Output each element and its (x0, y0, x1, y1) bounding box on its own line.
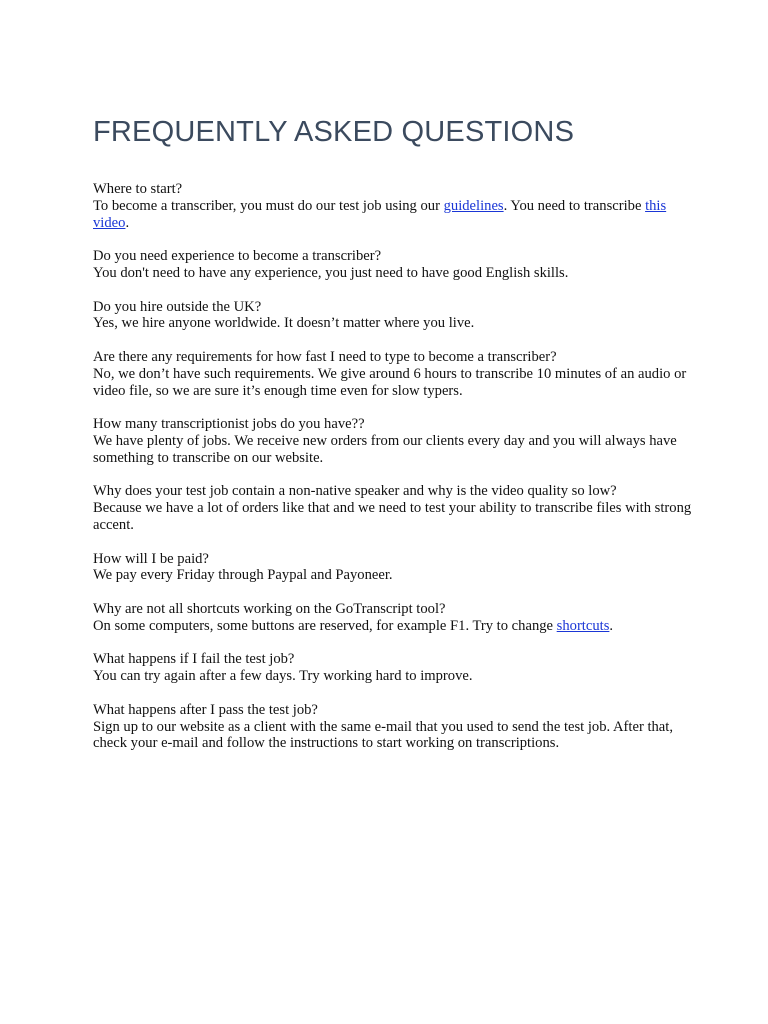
faq-answer: We pay every Friday through Paypal and Payoneer. (93, 567, 393, 584)
faq-question: How many transcriptionist jobs do you have?? (93, 416, 365, 433)
faq-question: Why does your test job contain a non-native speaker and why is the video quality so low? (93, 483, 617, 500)
faq-item-typing-speed (93, 349, 693, 399)
page-title: FREQUENTLY ASKED QUESTIONS (93, 116, 575, 148)
faq-question: What happens if I fail the test job? (93, 651, 295, 668)
faq-item-payment (93, 551, 693, 585)
faq-answer: Because we have a lot of orders like that and we need to test your ability to transcribe files with strong accent. (93, 500, 692, 533)
answer-text: On some computers, some buttons are reserved, for example F1. Try to change (93, 617, 557, 634)
faq-answer: You don't need to have any experience, you just need to have good English skills. (93, 264, 569, 281)
faq-question: Are there any requirements for how fast I need to type to become a transcriber? (93, 348, 557, 365)
answer-text: To become a transcriber, you must do our test job using our (93, 197, 444, 214)
faq-item-test-job-quality (93, 483, 693, 533)
shortcuts-link[interactable]: shortcuts (556, 617, 610, 634)
faq-item-hire-outside-uk (93, 299, 693, 333)
faq-answer (93, 198, 693, 232)
faq-answer: You can try again after a few days. Try working hard to improve. (93, 668, 473, 685)
faq-answer: We have plenty of jobs. We receive new orders from our clients every day and you will always have something to transcribe on our website. (93, 432, 677, 466)
faq-question: What happens after I pass the test job? (93, 701, 318, 718)
faq-question: How will I be paid? (93, 550, 209, 567)
faq-question: Why are not all shortcuts working on the GoTranscript tool? (93, 600, 446, 617)
faq-item-where-to-start (93, 181, 693, 231)
faq-answer (93, 618, 693, 635)
answer-text: . (609, 617, 614, 634)
faq-question: Do you hire outside the UK? (93, 298, 262, 315)
guidelines-link[interactable]: guidelines (443, 197, 504, 214)
faq-item-shortcuts (93, 601, 693, 635)
faq-question: Do you need experience to become a transcriber? (93, 248, 382, 265)
answer-text: . (125, 214, 130, 231)
faq-answer: Yes, we hire anyone worldwide. It doesn’t matter where you live. (93, 315, 475, 332)
faq-item-job-count (93, 416, 693, 466)
faq-list (93, 181, 693, 752)
faq-item-fail-test (93, 651, 693, 685)
faq-item-experience (93, 248, 693, 282)
test-video-link[interactable]: this video (93, 197, 667, 231)
faq-question: Where to start? (93, 181, 183, 197)
answer-text: . You need to transcribe (503, 197, 646, 214)
document-page (93, 113, 693, 769)
faq-answer: Sign up to our website as a client with the same e-mail that you used to send the test job. After that, check your e-mail and follow the instructions to start working on transcriptions. (93, 718, 673, 752)
faq-item-pass-test (93, 702, 693, 752)
faq-answer: No, we don’t have such requirements. We give around 6 hours to transcribe 10 minutes of an audio or video file, so we are sure it’s enough time even for slow typers. (93, 365, 687, 399)
